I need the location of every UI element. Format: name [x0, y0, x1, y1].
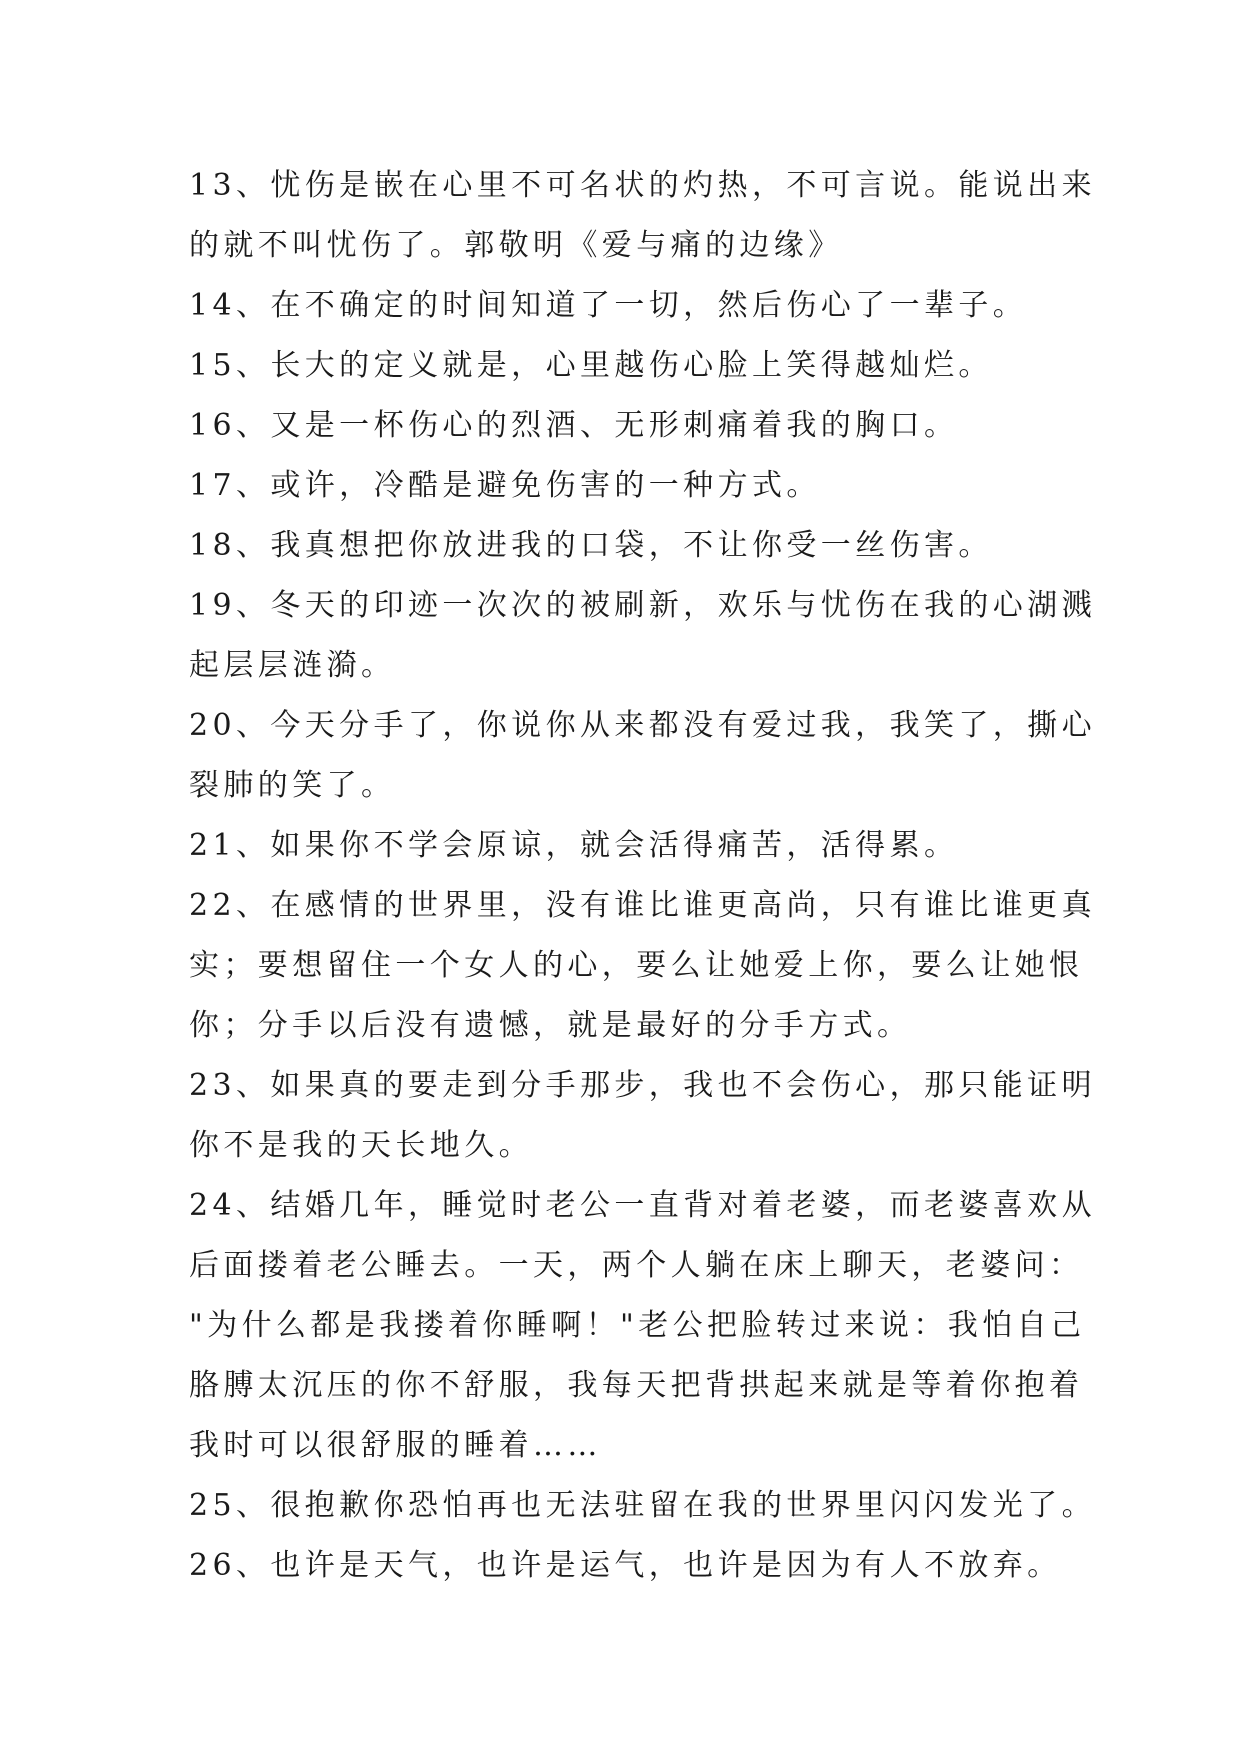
text-line: 19、冬天的印迹一次次的被刷新，欢乐与忧伤在我的心湖溅 — [189, 588, 1096, 623]
text-line: 实；要想留住一个女人的心，要么让她爱上你，要么让她恨 — [189, 948, 1084, 983]
text-line: 23、如果真的要走到分手那步，我也不会伤心，那只能证明 — [189, 1068, 1096, 1103]
text-line: 后面搂着老公睡去。一天，两个人躺在床上聊天，老婆问： — [189, 1248, 1084, 1283]
text-line: 16、又是一杯伤心的烈酒、无形刺痛着我的胸口。 — [189, 408, 959, 443]
text-line: 24、结婚几年，睡觉时老公一直背对着老婆，而老婆喜欢从 — [189, 1188, 1096, 1223]
text-line: 你不是我的天长地久。 — [189, 1128, 533, 1163]
text-line: 胳膊太沉压的你不舒服，我每天把背拱起来就是等着你抱着 — [189, 1368, 1084, 1403]
text-line: 的就不叫忧伤了。郭敬明《爱与痛的边缘》 — [189, 228, 843, 263]
text-line: 20、今天分手了，你说你从来都没有爱过我，我笑了，撕心 — [189, 708, 1096, 743]
text-line: 你；分手以后没有遗憾，就是最好的分手方式。 — [189, 1008, 912, 1043]
text-line: 25、很抱歉你恐怕再也无法驻留在我的世界里闪闪发光了。 — [189, 1488, 1096, 1523]
text-line: "为什么都是我搂着你睡啊！"老公把脸转过来说：我怕自己 — [189, 1308, 1086, 1343]
text-line: 14、在不确定的时间知道了一切，然后伤心了一辈子。 — [189, 288, 1028, 323]
text-line: 起层层涟漪。 — [189, 648, 396, 683]
text-line: 我时可以很舒服的睡着…… — [189, 1428, 602, 1463]
text-line: 17、或许，冷酷是避免伤害的一种方式。 — [189, 468, 821, 503]
text-line: 22、在感情的世界里，没有谁比谁更高尚，只有谁比谁更真 — [189, 888, 1096, 923]
text-line: 18、我真想把你放进我的口袋，不让你受一丝伤害。 — [189, 528, 993, 563]
text-line: 裂肺的笑了。 — [189, 768, 396, 803]
text-line: 13、忧伤是嵌在心里不可名状的灼热，不可言说。能说出来 — [189, 168, 1096, 203]
document-body — [189, 156, 1096, 1596]
text-line: 21、如果你不学会原谅，就会活得痛苦，活得累。 — [189, 828, 959, 863]
text-line: 15、长大的定义就是，心里越伤心脸上笑得越灿烂。 — [189, 348, 993, 383]
text-line: 26、也许是天气，也许是运气，也许是因为有人不放弃。 — [189, 1548, 1062, 1583]
